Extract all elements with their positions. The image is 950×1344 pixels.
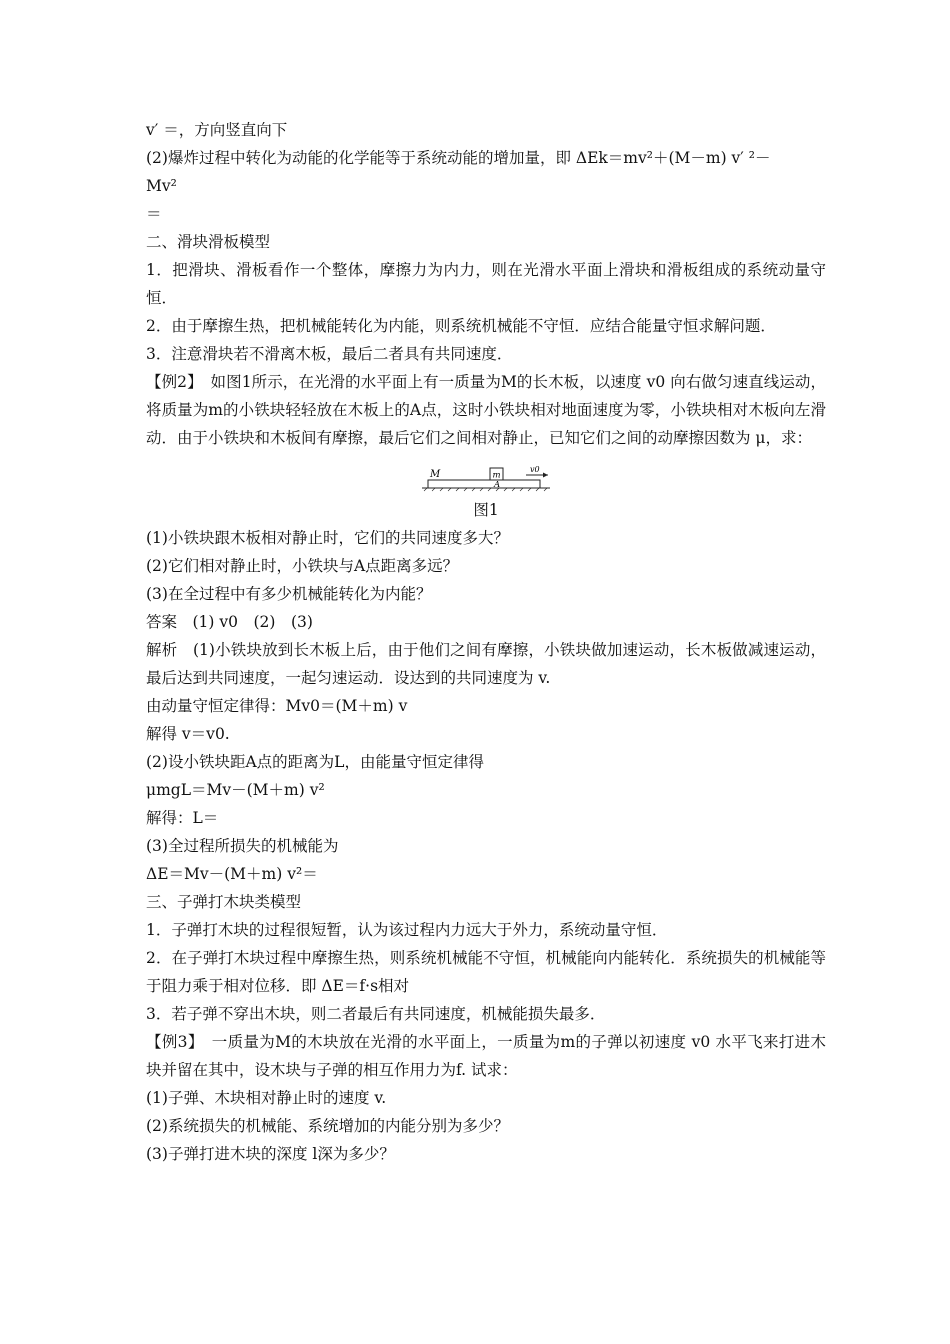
arrow-head-icon (543, 473, 548, 478)
example-problem: 【例2】 如图1所示，在光滑的水平面上有一质量为M的长木板，以速度 v0 向右做匀速直线运动，将质量为m的小铁块轻轻放在木板上的A点，这时小铁块相对地面速度为零，小铁块相对木板向左滑动．由于小铁块和木板间有摩擦，最后它们之间相对静止，已知它们之间的动摩擦因数为 μ，求： (146, 373, 826, 447)
analysis-line: 由动量守恒定律得：Mv0＝(M＋m) v (146, 697, 408, 715)
section-heading: 三、子弹打木块类模型 (146, 893, 302, 911)
figure-caption: 图1 (473, 501, 499, 519)
example-problem: 【例3】 一质量为M的木块放在光滑的水平面上，一质量为m的子弹以初速度 v0 水平飞来打进木块并留在其中，设木块与子弹的相互作用力为f. 试求： (146, 1033, 826, 1079)
analysis-line: 解得：L＝ (146, 809, 219, 827)
board-block-diagram (416, 458, 556, 494)
analysis-line: ΔE＝Mv－(M＋m) v²＝ (146, 865, 318, 883)
analysis-line: 解得 v＝v0. (146, 725, 230, 743)
label-A: A (494, 480, 501, 490)
question: (3)子弹打进木块的深度 l深为多少？ (146, 1145, 395, 1163)
list-item: 2．在子弹打木块过程中摩擦生热，则系统机械能不守恒，机械能向内能转化．系统损失的机械能等于阻力乘于相对位移．即 ΔE＝f·s相对 (146, 949, 826, 995)
analysis-paragraph: 解析 (1)小铁块放到长木板上后，由于他们之间有摩擦，小铁块做加速运动，长木板做减速运动，最后达到共同速度，一起匀速运动．设达到的共同速度为 v. (146, 641, 826, 687)
question: (1)小铁块跟木板相对静止时，它们的共同速度多大？ (146, 529, 509, 547)
figure-1 (146, 458, 826, 524)
document-content (146, 116, 826, 1168)
section-heading: 二、滑块滑板模型 (146, 233, 271, 251)
list-item: 2．由于摩擦生热，把机械能转化为内能，则系统机械能不守恒．应结合能量守恒求解问题． (146, 317, 776, 335)
label-v0: v0 (530, 465, 540, 474)
list-item: 3．注意滑块若不滑离木板，最后二者具有共同速度． (146, 345, 513, 363)
answer: 答案 (1) v0 (2) (3) (146, 613, 313, 631)
list-item: 1．把滑块、滑板看作一个整体，摩擦力为内力，则在光滑水平面上滑块和滑板组成的系统动量守恒． (146, 261, 826, 307)
analysis-line: (2)设小铁块距A点的距离为L，由能量守恒定律得 (146, 753, 484, 771)
question: (2)它们相对静止时，小铁块与A点距离多远？ (146, 557, 459, 575)
question: (3)在全过程中有多少机械能转化为内能？ (146, 585, 432, 603)
text-line: ＝ (146, 205, 162, 223)
analysis-line: μmgL＝Mv－(M＋m) v² (146, 781, 325, 799)
question: (1)子弹、木块相对静止时的速度 v. (146, 1089, 387, 1107)
text-line: (2)爆炸过程中转化为动能的化学能等于系统动能的增加量，即 ΔEk＝mv²＋(M－m) v′ ²－ (146, 149, 771, 167)
analysis-line: (3)全过程所损失的机械能为 (146, 837, 339, 855)
text-line: Mv² (146, 177, 177, 195)
question: (2)系统损失的机械能、系统增加的内能分别为多少？ (146, 1117, 509, 1135)
list-item: 3．若子弹不穿出木块，则二者最后有共同速度，机械能损失最多． (146, 1005, 606, 1023)
label-m: m (492, 470, 501, 481)
long-board (428, 480, 540, 488)
text-line: v′ ＝，方向竖直向下 (146, 121, 288, 139)
label-M: M (430, 469, 441, 480)
list-item: 1．子弹打木块的过程很短暂，认为该过程内力远大于外力，系统动量守恒． (146, 921, 668, 939)
